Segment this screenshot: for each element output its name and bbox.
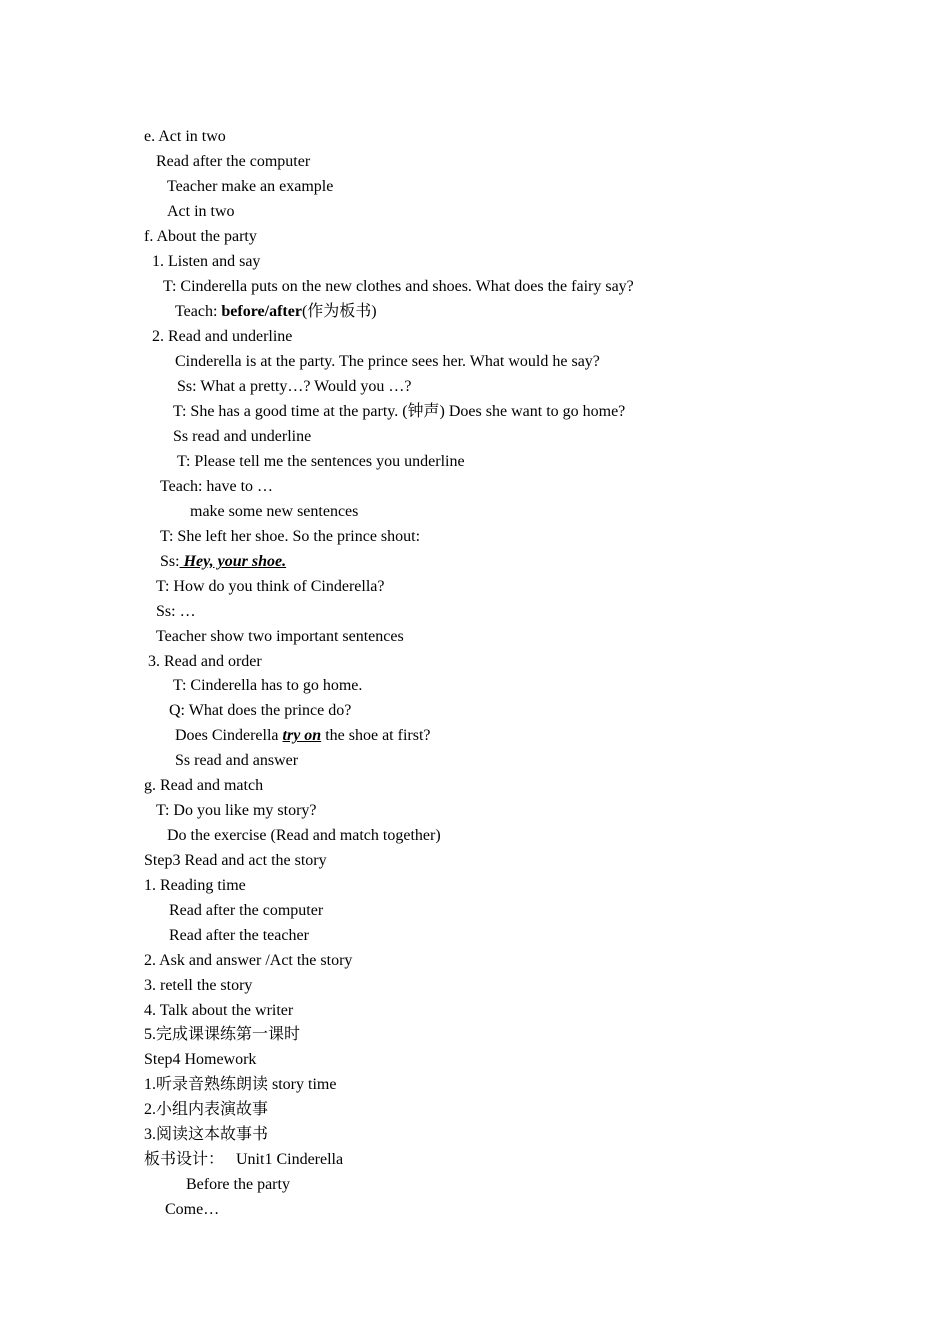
text-line: Ss: What a pretty…? Would you …? [177,378,412,395]
text-line: 5.完成课课练第一课时 [144,1026,301,1043]
text-line: 1.听录音熟练朗读 story time [144,1076,337,1093]
text-line: Act in two [167,203,235,220]
text-line: Teacher show two important sentences [156,628,404,645]
text-line [175,726,431,746]
text-segment: Does Cinderella [175,727,283,744]
text-line: 3. retell the story [144,977,253,994]
text-line: 2. Read and underline [152,328,293,345]
text-line: Ss: … [156,603,196,620]
text-segment: the shoe at first? [321,727,431,744]
text-line: e. Act in two [144,128,226,145]
text-line: Do the exercise (Read and match together) [167,827,441,844]
emphasis-phrase: Hey, your shoe. [179,553,287,570]
text-line: Read after the computer [169,902,324,919]
text-line: Ss read and underline [173,428,312,445]
text-line: 1. Reading time [144,877,246,894]
text-line: 3.阅读这本故事书 [144,1126,269,1143]
bold-term: before/after [221,303,302,320]
text-line: Come… [165,1201,220,1218]
text-line: 板书设计： Unit1 Cinderella [144,1151,344,1168]
emphasis-phrase: try on [282,727,322,744]
text-line: Cinderella is at the party. The prince sees her. What would he say? [175,353,600,370]
text-line: T: She left her shoe. So the prince shout: [160,528,421,545]
text-line: Read after the computer [156,153,311,170]
text-line: 2.小组内表演故事 [144,1101,269,1118]
text-line: Read after the teacher [169,927,309,944]
text-line: make some new sentences [190,503,359,520]
text-line: T: She has a good time at the party. (钟声) Does she want to go home? [173,403,626,420]
text-segment: Teach: [175,303,222,320]
text-line: Teach: have to … [160,478,274,495]
text-line: 3. Read and order [148,653,262,670]
text-line: Before the party [186,1176,290,1193]
text-line: 1. Listen and say [152,253,261,270]
text-line [175,302,377,322]
text-line [160,552,286,572]
text-line: Step3 Read and act the story [144,852,327,869]
text-line: Step4 Homework [144,1051,257,1068]
text-line: T: Please tell me the sentences you underline [177,453,465,470]
text-line: T: Cinderella puts on the new clothes and shoes. What does the fairy say? [163,278,634,295]
text-line: g. Read and match [144,777,264,794]
text-line: Q: What does the prince do? [169,702,352,719]
text-segment: Ss: [160,553,180,570]
text-line: T: Do you like my story? [156,802,317,819]
text-line: 4. Talk about the writer [144,1002,294,1019]
text-segment: (作为板书) [301,303,377,320]
text-line: f. About the party [144,228,257,245]
text-line: Teacher make an example [167,178,334,195]
text-line: 2. Ask and answer /Act the story [144,952,353,969]
text-line: T: How do you think of Cinderella? [156,578,385,595]
text-line: T: Cinderella has to go home. [173,677,363,694]
text-line: Ss read and answer [175,752,299,769]
